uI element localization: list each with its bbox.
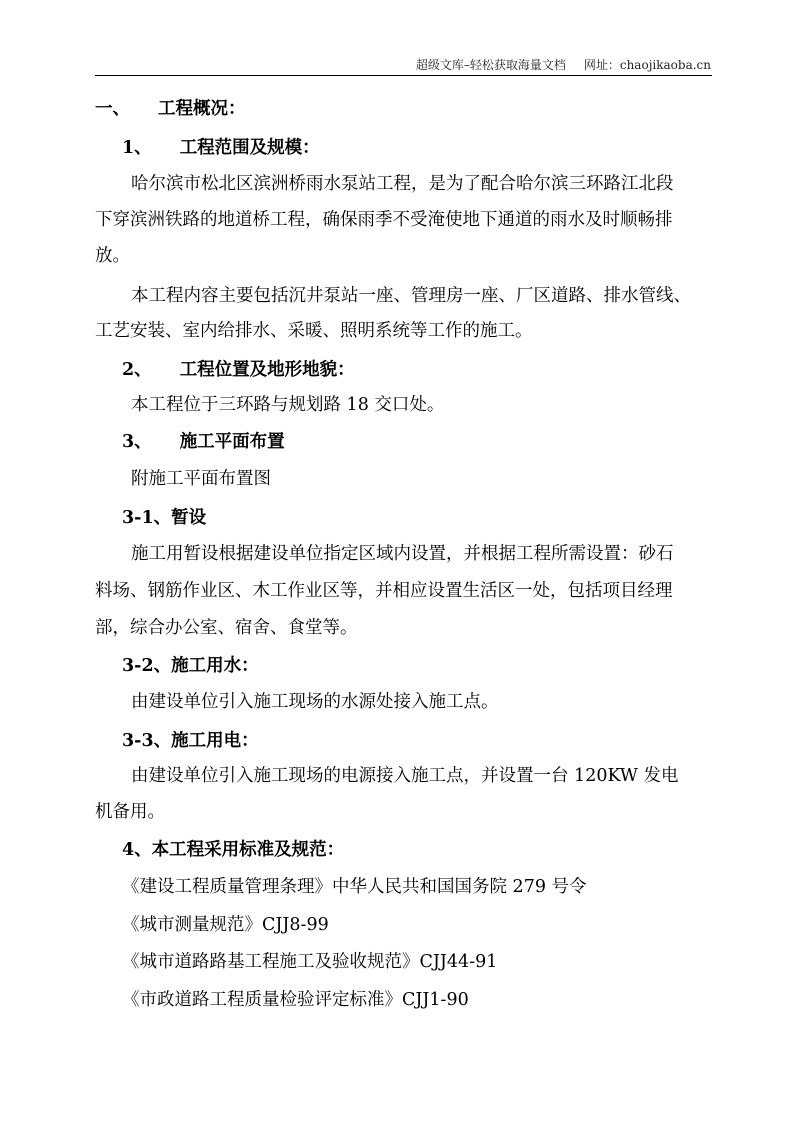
section-heading: 一、 工程概况： — [95, 99, 246, 119]
paragraph-line: 下穿滨洲铁路的地道桥工程，确保雨季不受淹使地下通道的雨水及时顺畅排 — [95, 210, 673, 230]
header-site-name: 超级文库–轻松获取海量文档 — [415, 58, 566, 72]
subsection-heading: 3-1、暂设 — [122, 508, 207, 528]
header-rule — [95, 75, 712, 76]
subsection-heading: 2、 工程位置及地形地貌： — [122, 360, 355, 380]
subsection-heading: 3、 施工平面布置 — [122, 432, 285, 452]
standard-reference: 《建设工程质量管理条理》中华人民共和国国务院 279 号令 — [122, 877, 587, 897]
subsection-heading: 3-3、施工用电： — [122, 731, 259, 751]
paragraph-line: 机备用。 — [95, 802, 165, 822]
subsection-heading: 1、 工程范围及规模： — [122, 138, 320, 158]
paragraph-line: 由建设单位引入施工现场的水源处接入施工点。 — [131, 692, 499, 712]
paragraph-line: 施工用暂设根据建设单位指定区域内设置，并根据工程所需设置：砂石 — [131, 544, 674, 564]
paragraph-line: 由建设单位引入施工现场的电源接入施工点，并设置一台 120KW 发电 — [131, 766, 679, 786]
subsection-heading: 3-2、施工用水： — [122, 656, 259, 676]
standard-reference: 《市政道路工程质量检验评定标准》CJJ1-90 — [122, 990, 469, 1010]
page-header — [416, 56, 711, 73]
paragraph-line: 部，综合办公室、宿舍、食堂等。 — [95, 618, 358, 638]
standard-reference: 《城市道路路基工程施工及验收规范》CJJ44-91 — [122, 952, 498, 972]
paragraph-line: 附施工平面布置图 — [131, 469, 271, 489]
paragraph-line: 料场、钢筋作业区、木工作业区等，并相应设置生活区一处，包括项目经理 — [95, 581, 673, 601]
paragraph-line: 工艺安装、室内给排水、采暖、照明系统等工作的施工。 — [95, 321, 533, 341]
paragraph-line: 放。 — [95, 246, 130, 266]
paragraph-line: 本工程位于三环路与规划路 18 交口处。 — [131, 395, 445, 415]
header-url: 网址：chaojikaoba.cn — [583, 58, 711, 72]
subsection-heading: 4、本工程采用标准及规范： — [122, 840, 345, 860]
standard-reference: 《城市测量规范》CJJ8-99 — [122, 915, 329, 935]
paragraph-line: 本工程内容主要包括沉井泵站一座、管理房一座、厂区道路、排水管线、 — [131, 286, 691, 306]
paragraph-line: 哈尔滨市松北区滨洲桥雨水泵站工程，是为了配合哈尔滨三环路江北段 — [131, 174, 674, 194]
